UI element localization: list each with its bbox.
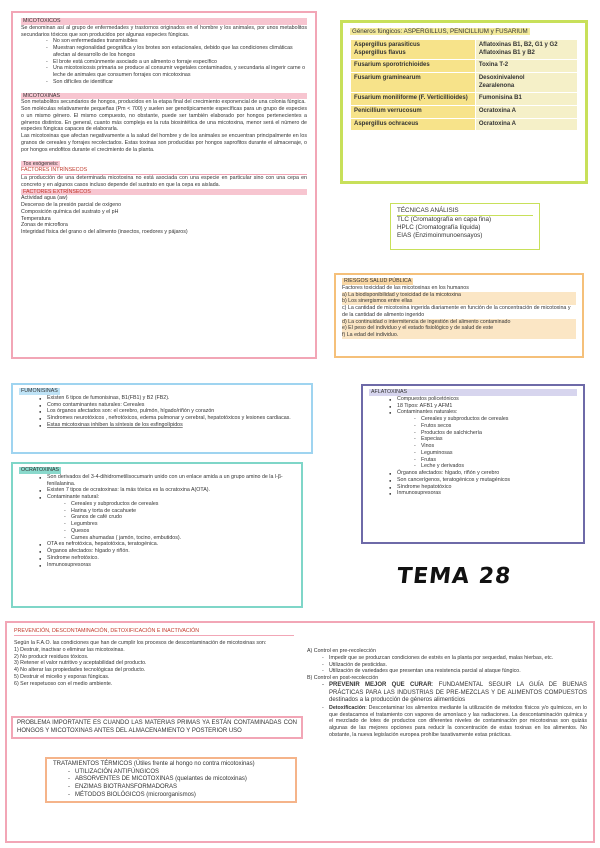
micotoxicos-card bbox=[11, 11, 317, 359]
condition-item: 5) Destruir el micelio y esporas fúngicas. bbox=[14, 673, 110, 680]
list-item: ● OTA es nefrotóxica, hepatotóxica, teratogénica. bbox=[47, 541, 295, 548]
generos-card bbox=[340, 20, 588, 184]
list-item: ● 18 Tipos: AFB1 y AFM1 bbox=[397, 403, 577, 410]
riesgos-intro: Factores toxicidad de las micotoxinas en los humanos bbox=[342, 284, 469, 291]
table-row bbox=[351, 72, 578, 92]
list-item: ● Órganos afectados: hígado, riñón y cerebro bbox=[397, 470, 577, 477]
riesgos-item: b) Los sinergismos entre ellas bbox=[342, 298, 576, 305]
toxina-cell: Ocratoxina A bbox=[475, 105, 577, 118]
micotoxinas-paragraph: Las micotoxinas que afectan negativamente a la salud del hombre y de los animales se encuentran principalmente en los granos de cereales y forrajes recolectados. Estas toxinas son producidas por hongos saprofitos durante el almacenaje, o por hongos endofitos durante el crecimiento de la planta. bbox=[21, 133, 307, 153]
table-row bbox=[351, 93, 578, 106]
problema-box: PROBLEMA IMPORTANTE ES CUANDO LAS MATERIAS PRIMAS YA ESTÁN CONTAMINADAS CON HONGOS Y MICOTOXINAS ANTES DEL ALMACENAMIENTO Y POSTERIOR USO bbox=[11, 716, 303, 739]
micotoxicos-list bbox=[21, 38, 307, 85]
list-item: ● Órganos afectados: hígado y riñón. bbox=[47, 548, 295, 555]
condition-item: 6) Ser respetuoso con el medio ambiente. bbox=[14, 680, 113, 687]
tecnicas-card bbox=[390, 203, 540, 250]
tratamiento-item: - MÉTODOS BIOLÓGICOS (microorganismos) bbox=[75, 792, 289, 800]
riesgos-card bbox=[334, 273, 584, 358]
sub-list-item: - Quesos bbox=[71, 528, 295, 535]
list-item: ● Existen 6 tipos de fumonisinas, B1(FB1) y B2 (FB2). bbox=[47, 395, 305, 402]
fumonisinas-list bbox=[19, 395, 305, 429]
sub-list-item: - Frutas bbox=[421, 457, 577, 464]
tecnicas-item: EIAS (Enzimoinmunoensayos) bbox=[397, 232, 483, 240]
table-row bbox=[351, 60, 578, 73]
condition-item: 1) Destruir, inactivar o eliminar las micotoxinas. bbox=[14, 646, 125, 653]
especie-cell: Aspergillus parasiticus Aspergillus flavus bbox=[351, 39, 476, 59]
list-item: ● Son derivados del 3-4-dihidrometilisocumarin unido con un enlace amida a un grupo amino de la l-β-fenilalanina. bbox=[47, 474, 295, 488]
tratamiento-item: - UTILIZACIÓN ANTIFÚNGICOS bbox=[75, 769, 289, 777]
list-item: ● Como contaminantes naturales: Cereales bbox=[47, 402, 305, 409]
micotoxicos-intro: Se denominan así al grupo de enfermedades y trastornos originados en el hombre y los animales, por unos metabolitos secundarios tóxicos que son producidos por algunas especies fúngicas. bbox=[21, 24, 307, 38]
list-item: ● Inmunosupresoras bbox=[397, 490, 577, 497]
riesgos-item: f) La edad del individuo. bbox=[342, 332, 576, 339]
list-item: - No son enfermedades transmisibles bbox=[53, 38, 307, 45]
intrinsecos-heading: FACTORES INTRÍNSECOS bbox=[21, 167, 307, 175]
sub-list-item: - Legumbres bbox=[71, 521, 295, 528]
tratamiento-item: - ABSORVENTES DE MICOTOXINAS (quelantes de micotoxinas) bbox=[75, 776, 289, 784]
generos-heading: Géneros fúngicos: ASPERGILLUS, PENICILLIUM y FUSARIUM bbox=[352, 28, 528, 35]
tecnicas-heading: TÉCNICAS ANÁLISIS bbox=[397, 207, 533, 216]
especie-cell: Fusarium moniliforme (F. Verticillioides) bbox=[351, 93, 476, 106]
table-row bbox=[351, 118, 578, 131]
list-item: ● Síndrome nefrotóxico. bbox=[47, 555, 295, 562]
micotoxicos-heading: MICOTOXICOS bbox=[21, 18, 307, 25]
tecnicas-item: HPLC (Cromatografía líquida) bbox=[397, 224, 481, 232]
list-item: - Son difíciles de identificar bbox=[53, 79, 307, 86]
control-pre-item: - Impedir que se produzcan condiciones de estrés en la planta por sequedad, malas hierbas, etc. bbox=[329, 655, 587, 662]
aflatoxinas-heading: AFLATOXINAS bbox=[369, 389, 577, 396]
fumonisinas-card bbox=[11, 383, 313, 454]
prevencion-intro: Según la F.A.O. las condiciones que han de cumplir los procesos de descontaminación de micotoxinas son: bbox=[14, 640, 267, 646]
extrinsecos-heading: FACTORES EXTRÍNSECOS bbox=[21, 189, 307, 196]
toxina-cell: Desoxinivalenol Zearalenona bbox=[475, 72, 577, 92]
control-pre-heading: A) Control en pre-recolección bbox=[307, 648, 376, 654]
micotoxinas-paragraph: Son metabolitos secundarios de hongos, producidos en la etapa final del crecimiento exponencial de una colonia fúngica. bbox=[21, 99, 306, 106]
toxina-cell: Aflatoxinas B1, B2, G1 y G2 Aflatoxinas B1 y B2 bbox=[475, 39, 577, 59]
list-item: ● Compuestos policetónicos bbox=[397, 396, 577, 403]
tecnicas-item: TLC (Cromatografía en capa fina) bbox=[397, 216, 492, 224]
sub-list-item: - Especias bbox=[421, 436, 577, 443]
sub-list-item: - Frutos secos bbox=[421, 423, 577, 430]
micotoxinas-heading: MICOTOXINAS bbox=[21, 93, 307, 100]
ocratoxinas-card bbox=[11, 462, 303, 608]
aflatoxinas-card bbox=[361, 384, 585, 544]
mejor-item: - PREVENIR MEJOR QUE CURAR: FUNDAMENTAL SEGUIR LA GUÍA DE BUENAS PRÁCTICAS PARA LAS INDUSTRIAS DE PRE-MEZCLAS Y DE ALIMENTOS COMPUESTOS destinados a la producción de géneros alimenticios bbox=[329, 682, 587, 705]
sub-list-item: - Harina y torta de cacahuete bbox=[71, 508, 295, 515]
sub-list-item: - Leche y derivados bbox=[421, 463, 577, 470]
prevencion-heading: PREVENCIÓN, DESCONTAMINACIÓN, DETOXIFICACIÓN E INACTIVACIÓN bbox=[14, 628, 294, 636]
extrinsecos-item: Zonas de microflora bbox=[21, 222, 68, 229]
detox-item: - Detoxificación: Descontaminar los alimentos mediante la utilización de métodos físicos y/o químicos, en lo que destacamos el tratamiento con vapores de amoníaco y las radiaciones. La descontaminación química y el mezclado de lotes de productos con diferentes niveles de contaminación por micotoxinas son quizás algunas de las mejores opciones para reducir la concentración de estas toxinas en los alimentos. No obstante, la nueva legislación europea prohíbe taxativamente estas prácticas. bbox=[329, 705, 587, 739]
riesgos-item: d) La continuidad o intermitencia de ingestión del alimento contaminado bbox=[342, 319, 576, 326]
toxina-cell: Toxina T-2 bbox=[475, 60, 577, 73]
tratamientos-heading: TRATAMIENTOS TÉRMICOS (Útiles frente al hongo no contra micotoxinas) bbox=[53, 761, 255, 767]
micotoxinas-paragraph: Son moléculas relativamente pequeñas (Pm < 700) y suelen ser genotípicamente específicas para un grupo de especies o un mismo género. El mismo compuesto, no obstante, puede ser también elaborado por hongos pertenecientes a géneros distintos. En general, cuanto más compleja es la ruta biosintética de una micotoxina, menor será el número de especies fúngicas capaces de elaborarla. bbox=[21, 106, 307, 133]
intrinsecos-text: La producción de una determinada micotoxina no está asociada con una especie en particular sino con una cepa en concreto y en algunos casos incluso depende del sustrato en que la cepa es aislada. bbox=[21, 175, 307, 188]
extrinsecos-item: Integridad física del grano o del alimento (insectos, roedores y pájaros) bbox=[21, 229, 188, 236]
toxina-cell: Fumonisina B1 bbox=[475, 93, 577, 106]
extrinsecos-item: Composición química del sustrato y el pH bbox=[21, 208, 119, 215]
list-item: ● Estas micotoxinas inhiben la síntesis de los esfingolípidos bbox=[47, 422, 305, 429]
riesgos-item: a) La biodisponibilidad y toxicidad de la micotoxina bbox=[342, 292, 576, 299]
control-post-heading: B) Control en post-recolección bbox=[307, 675, 379, 682]
riesgos-heading: RIESGOS SALUD PÚBLICA bbox=[344, 278, 412, 284]
list-item: ● Son cancerígenos, teratogénicos y mutagénicos bbox=[397, 477, 577, 484]
condition-item: 3) Retener el valor nutritivo y aceptabilidad del producto. bbox=[14, 660, 147, 667]
control-pre-item: - Utilización de variedades que presentan una resistencia parcial al ataque fúngico. bbox=[329, 668, 587, 675]
list-item: ● Síndrome hepatotóxico bbox=[397, 484, 577, 491]
especie-cell: Aspergillus ochraceus bbox=[351, 118, 476, 131]
extrinsecos-item: Actividad agua (aw) bbox=[21, 195, 68, 202]
factores-heading: Tox exógeneis: bbox=[23, 160, 59, 167]
especie-cell: Penicillium verrucosum bbox=[351, 105, 476, 118]
tratamiento-item: - ENZIMAS BIOTRANSFORMADORAS bbox=[75, 784, 289, 792]
extrinsecos-item: Temperatura bbox=[21, 215, 51, 222]
sub-list-item: - Carnes ahumadas ( jamón, tocino, embutidos). bbox=[71, 535, 295, 542]
generos-table bbox=[350, 39, 578, 131]
table-row bbox=[351, 105, 578, 118]
prevencion-card bbox=[5, 621, 595, 843]
toxina-cell: Ocratoxina A bbox=[475, 118, 577, 131]
sub-list-item: - Leguminosas bbox=[421, 450, 577, 457]
especie-cell: Fusarium graminearum bbox=[351, 72, 476, 92]
list-item: - Muestran regionalidad geográfica y los brotes son estacionales, debido que las condiciones climáticas afectan al desarrollo de los hongos bbox=[53, 45, 307, 59]
list-item: - Una micotoxicosis primaria se produce al consumir vegetales contaminados, y secundaria al ingerir carne o leche de animales que consumen forrajes con micotoxinas bbox=[53, 65, 307, 79]
fumonisinas-heading: FUMONISINAS bbox=[21, 388, 58, 394]
sub-list-item: - Vinos bbox=[421, 443, 577, 450]
tratamientos-box bbox=[45, 757, 297, 803]
list-item: - El brote está comúnmente asociado a un alimento o forraje específico bbox=[53, 59, 307, 66]
list-item: ● Inmunosupresoras bbox=[47, 562, 295, 569]
ocratoxinas-list bbox=[19, 474, 295, 569]
condition-item: 4) No alterar las propiedades tecnológicas del producto. bbox=[14, 667, 146, 674]
riesgos-item: c) La cantidad de micotoxina ingerida diariamente en función de la concentración de micotoxina y de la cantidad de alimento ingerido bbox=[342, 305, 571, 318]
ocratoxinas-heading: OCRATOXINAS bbox=[21, 467, 60, 473]
sub-list-item: - Cereales y subproductos de cereales bbox=[421, 416, 577, 423]
page-title: TEMA 28 bbox=[395, 564, 513, 589]
list-item: ● Contaminante natural: - Cereales y subproductos de cereales - Harina y torta de cacahuete - Granos de café crudo - Legumbres - Quesos - Carnes ahumadas ( jamón, tocino, embutidos). bbox=[47, 494, 295, 541]
list-item: ● Existen 7 tipos de ocratoxinas: la más tóxica es la ocratoxina A(OTA). bbox=[47, 487, 295, 494]
sub-list-item: - Granos de café crudo bbox=[71, 514, 295, 521]
aflatoxinas-list bbox=[369, 396, 577, 497]
table-row bbox=[351, 39, 578, 59]
list-item: ● Los órganos afectados son: el cerebro, pulmón, hígado/riñón y corazón bbox=[47, 408, 305, 415]
especie-cell: Fusarium sporotrichioides bbox=[351, 60, 476, 73]
control-pre-item: - Utilización de pesticidas. bbox=[329, 662, 587, 669]
sub-list-item: - Cereales y subproductos de cereales bbox=[71, 501, 295, 508]
sub-list-item: - Productos de salchichería bbox=[421, 430, 577, 437]
list-item: ● Contaminantes naturales: - Cereales y subproductos de cereales - Frutos secos - Productos de salchichería - Especias - Vinos - Leguminosas - Frutas - Leche y derivados bbox=[397, 409, 577, 470]
extrinsecos-item: Descenso de la presión parcial de oxígeno bbox=[21, 202, 122, 209]
riesgos-item: e) El peso del individuo y el estado fisiológico y de salud de este bbox=[342, 325, 576, 332]
condition-item: 2) No producir residuos tóxicos. bbox=[14, 653, 89, 660]
list-item: ● Síndromes neurotóxicos , nefrotóxicos, edema pulmonar y cerebral, hepatotóxicos y lesiones cardiacas. bbox=[47, 415, 305, 422]
